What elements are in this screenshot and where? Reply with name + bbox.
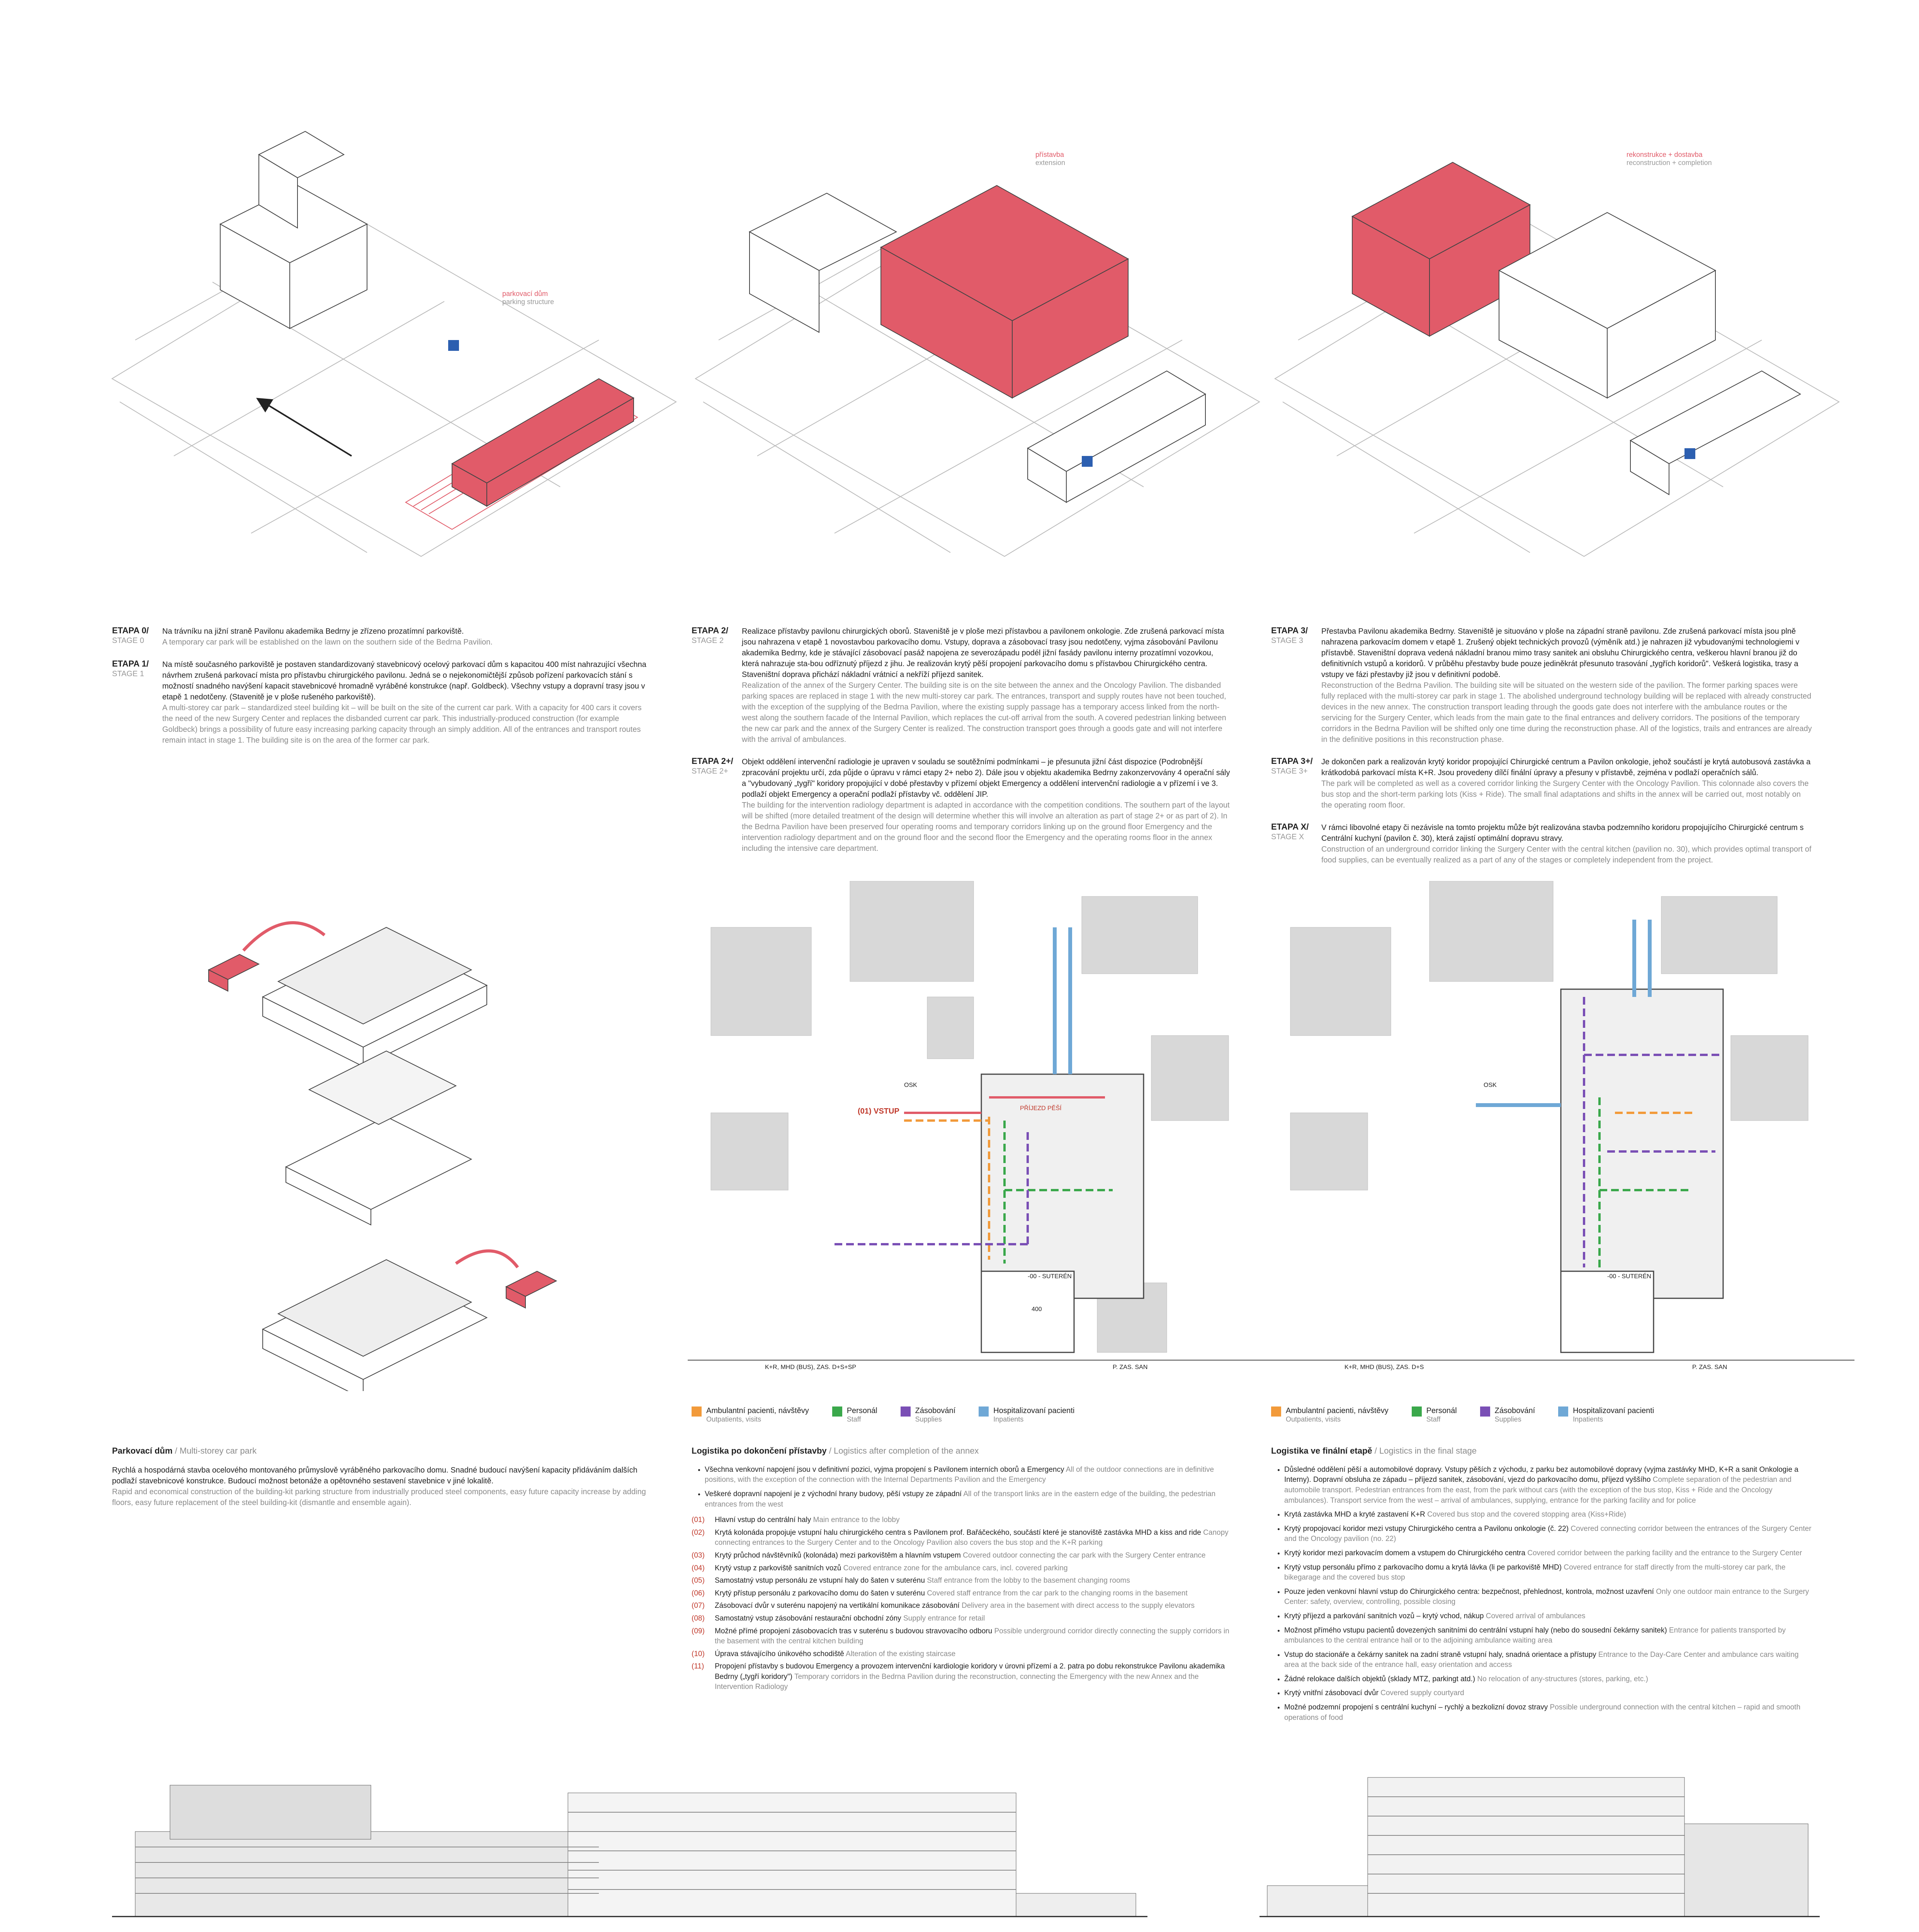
axo-drawing-1 <box>97 108 692 603</box>
carpark-kit-drawing <box>185 881 572 1391</box>
legend-final <box>1271 1406 1654 1423</box>
plan-final-label-osk: OSK <box>1484 1082 1497 1088</box>
legend-inpatients: Hospitalizovaní pacienti Inpatients <box>979 1406 1074 1423</box>
legend-final-outpatients: Ambulantní pacienti, návštěvy Outpatients, visits <box>1271 1406 1389 1423</box>
axo-stage-2 <box>680 108 1275 603</box>
plan-final-label-basement: -00 - SUTERÉN <box>1607 1273 1651 1280</box>
plan-label-parking-entry: PŘÍJEZD PĚŠÍ <box>1020 1105 1062 1112</box>
plan-logistics-final <box>1267 881 1854 1387</box>
plan-label-400: 400 <box>1032 1306 1042 1313</box>
legend-supplies: Zásobování Supplies <box>901 1406 956 1423</box>
axo-stage-1 <box>97 108 692 603</box>
parking-icon <box>1082 456 1093 467</box>
carpark-text: Parkovací dům / Multi-storey car park Rychlá a hospodárná stavba ocelového montovaného průmyslově vyráběného parkovacího domu. Snadné budoucí navýšení kapacity přidáváním dalších podlaží stavebnicové konstrukce. Budoucí možnost betonáže a opětovného sestavení stavebnice v jiné lokalitě. Rapid and economical construction of the building-kit parking structure from industrially produced steel components, easy future capacity increase by adding floors, easy future replacement of the steel building-kit (dismantle and ensemble again). <box>112 1446 646 1507</box>
plan-label-basement: -00 - SUTERÉN <box>1028 1273 1072 1280</box>
plan-logistics-annex <box>688 881 1275 1387</box>
stage-text-col1: ETAPA 0/ STAGE 0 Na trávníku na jižní straně Pavilonu akademika Bedrny je zřízeno prozatímní parkoviště. A temporary car park will be established on the lawn on the southern side of the Bedrna Pavilion. ETAPA 1/ STAGE 1 Na místě současného parkoviště je postaven standardizovaný stavebnicový ocelový parkovací dům s kapacitou 400 míst nahrazující všechna návrhem zrušená parkovací místa pro přístavbu chirurgického pavilonu. Jedná se o nejekonomičtější způsob pořízení parkovacích stání s možností snadného navýšení kapacit stavebnicové hromadně vyráběné konstrukce (např. Goldbeck). Všechny vstupy a dopravní trasy jsou v etapě 1 nedotčeny. (Stavenitě je v ploše rušeného parkoviště). A multi-storey car park – standardized steel building kit – will be built on the site of the current car park. With a capacity for 400 cars it covers the need of the new Surgery Center and replaces the disbanded current car park. This industrially-produced construction (for example Goldbeck) brings a possibility of future easy increasing parking capacity through an simply addition. All of the entrances and transport routes remain intact in stage 1. The building site is on the area of the former car park. <box>112 626 646 745</box>
legend-annex <box>692 1406 1074 1423</box>
stage-text-col2: ETAPA 2/ STAGE 2 Realizace přístavby pavilonu chirurgických oborů. Staveniště je v ploše mezi přístavbou a pavilonem onkologie. Zde zrušená parkovací místa jsou nahrazena v etapě 1 novostavbou parkovacího domu. Vstupy, doprava a zásobovací trasy jsou nedotčeny, vyjma zásobování Pavilonu akademika Bedrny, kde je stávající zásobovací pasáž napojena ze severozápadu podél jižní fasády pavilonu interny prozatímní vozovkou, která nahrazuje sta-bou odříznutý příjezd z jihu. Je realizován krytý pěší propojení parkovacího domu s přístavbou Chirurgického centra. Staveništní doprava přichází nákladní vrátnicí a nekříží příjezd sanitek. Realization of the annex of the Surgery Center. The building site is on the site between the annex and the Oncology Pavilion. The disbanded parking spaces are replaced in stage 1 with the new multi-storey car park. The entrances, transport and supply routes have not been touched, with the exception of the supplying of the Bedrna Pavilion, where the existing supply passage has a temporary access linked from the north-west along the southern facade of the Internal Pavilion, which replaces the cut-off arrival from the south. A covered pedestrian linking between the new car park and the annex of the Surgery Center is realized. The construction transport goes through a goods gate and will not interfere with the arrival of ambulances. ETAPA 2+/ STAGE 2+ Objekt oddělení intervenční radiologie je upraven v souladu se soutěžními podmínkami – je přesunuta jižní část dispozice (Podrobnější zpracování projektu určí, zda půjde o úpravu v rámci etapy 2+ nebo 2). Dále jsou v objektu akademika Bedrny zakonzervovány 4 operační sály a "vybudovaný „tygří" koridory propojující v dobé přestavby v přízemí objekt Emergency a oddělení intervenční radiologie a v přízemí i ve 3. podlaží objekt Emergency a operační podlaží přístavby vč. oddělení JIP. The building for the intervention radiology department is adapted in accordance with the competition conditions. The southern part of the layout will be shifted (more detailed treatment of the design will determine whether this will involve an alteration as part of stage 2+ or as part of 2). In the Bedrna Pavilion have been preserved four operating rooms and temporary corridors linking up on the ground floor Emergency and the intervention radiology department and on the ground floor and the second floor the Emergency and the operating rooms floor in the annex including the intensive care department. <box>692 626 1230 853</box>
axo-tag-2: přístavba extension <box>1035 151 1066 167</box>
axo-tag-3: rekonstrukce + dostavba reconstruction + completion <box>1627 151 1712 167</box>
legend-final-inpatients: Hospitalizovaní pacienti Inpatients <box>1558 1406 1654 1423</box>
axo-tag-1: parkovací dům parking structure <box>502 290 554 306</box>
plan-label-osk: OSK <box>904 1082 917 1088</box>
parking-icon <box>448 340 459 351</box>
axo-drawing-2 <box>680 108 1275 603</box>
plan-label-supply: P. ZAS. SAN <box>1113 1364 1148 1371</box>
legend-staff: Personál Staff <box>832 1406 877 1423</box>
logistics-annex-text: Logistika po dokončení přístavby / Logistics after completion of the annex • Všechna venkovní napojení jsou v definitivní pozici, vyjma propojení s Pavilonem interních oborů a Emergency All of the outdoor connections are in definitive positions, with the exception of the connection with the Internal Departments Pavilion and the Emergency • Veškeré dopravní napojení je z východní hrany budovy, pěší vstupy ze západní All of the transport links are in the eastern edge of the building, the pedestrian entrances from the west (01) Hlavní vstup do centrální haly Main entrance to the lobby (02) Krytá kolonáda propojuje vstupní halu chirurgického centra s Pavilonem prof. Bařáčeckého, součástí které je stanoviště zastávka MHD a kiss and ride Canopy connecting entrances to the Surgery Center and to the Oncology Pavilion also covers the bus stop and the K+R parking (03) Krytý průchod návštěvníků (kolonáda) mezi parkovištěm a hlavním vstupem Covered outdoor connecting the car park with the Surgery Center entrance (04) Krytý vstup z parkoviště sanitních vozů Covered entrance zone for the ambulance cars, incl. covered parking (05) Samostatný vstup personálu ze vstupní haly do šaten v suterénu Staff entrance from the lobby to the basement changing rooms (06) Krytý přístup personálu z parkovacího domu do šaten v suterénu Covered staff entrance from the car park to the changing rooms in the basement (07) Zásobovací dvůr v suterénu napojený na vertikální komunikace zásobování Delivery area in the basement with direct access to the supply elevators (08) Samostatný vstup zásobování restaurační obchodní zóny Supply entrance for retail (09) Možné přímé propojení zásobovacích tras v suterénu s budovou stravovacího odboru Possible underground corridor directly connecting the supply corridors in the basement with the central kitchen building (10) Úprava stávajícího únikového schodiště Alteration of the existing staircase (11) Propojení přístavby s budovou Emergency a provozem intervenční kardiologie koridory v úrovni přízemí a 2. patra po dobu rekonstrukce Pavilonu akademika Bedrny („tygří koridory") Temporary corridors in the Bedrna Pavilion during the reconstruction, connecting the Emergency with the new Annex and the Intervention Radiology <box>692 1445 1232 1695</box>
elevation-south-drawing <box>1260 1762 1820 1924</box>
stage-text-col3: ETAPA 3/ STAGE 3 Přestavba Pavilonu akademika Bedrny. Staveniště je situováno v ploše na západní straně pavilonu. Zde zrušená parkovací místa jsou plně nahrazena parkovacím domem v etapě 1. Zrušený objekt technických provozů (výměník atd.) je nahrazen již vybudovanými technologiemi v přístavbě. Staveništní doprava vedená nákladní branou mimo trasy sanitek ani obsluhu Chirurgického centra, veškerou hlavní branou již do definitivních vstupů a koridorů. V průběhu přestavby bude pouze jediněkrát přesunuto trasování „tygřích koridorů". Veškerá logistika, trasy a vstupy ve fázi přestavby již jsou v definitivní podobě. Reconstruction of the Bedrna Pavilion. The building site will be situated on the western side of the pavilion. The former parking spaces were fully replaced with the multi-storey car park in stage 1. The abolished underground technology building will be replaced with already constructed devices in the new annex. The construction transport leading through the goods gate does not interfere with the ambulance routes or the servicing for the Surgery Center, which leads from the main gate to the final entrances and delivery corridors. The positions of the temporary corridors in the Bedrna Pavilion will be shifted only one time during the reconstruction phase. All of the logistics, trails and entrances are already in the definitive positions in this reconstruction phase. ETAPA 3+/ STAGE 3+ Je dokončen park a realizován krytý koridor propojující Chirurgické centrum a Pavilon onkologie, jehož součástí je krytá autobusová zastávka a krátkodobá parkovací místa K+R. Jsou provedeny dílčí finální úpravy a přesuny v přístavbě, zejména v podlaží operačních sálů. The park will be completed as well as a covered corridor linking the Surgery Center with the Oncology Pavilion. This colonnade also covers the bus stop and the short-term parking lots (Kiss + Ride). The small final adaptations and shifts in the annex will be carried out, most notably on the operating room floor. ETAPA X/ STAGE X V rámci libovolné etapy či nezávisle na tomto projektu může být realizována stavba podzemního koridoru propojujícího Chirurgické centrum s Centrální kuchyní (pavilon č. 30), která zajistí optimální dopravu stravy. Construction of an underground corridor linking the Surgery Center with the central kitchen (pavilion no. 30), which provides optimal transport of food supplies, can be eventually realized as a part of any of the stages or completely independent from the project. <box>1271 626 1812 864</box>
legend-outpatients: Ambulantní pacienti, návštěvy Outpatients, visits <box>692 1406 809 1423</box>
axo-stage-3 <box>1260 108 1854 603</box>
plan-label-bus: K+R, MHD (BUS), ZAS. D+S+SP <box>765 1364 857 1371</box>
carpark-kit-diagrams <box>185 881 572 1391</box>
logistics-final-text: Logistika ve finální etapě / Logistics in the final stage • Důsledné oddělení pěší a automobilové dopravy. Vstupy pěších z východu, z parku bez automobilové dopravy (vyjma zastávky MHD, K+R a sanit Onkologie a Interny). Dopravní obsluha ze západu – příjezd sanitek, zásobování, vjezd do parkovacího domu, příjezd vyššího Complete separation of the pedestrian and automobile transport. Pedestrian entrances from the east, from the park without cars (with the exception of the bus stop, Kiss + Ride and the Oncology ambulances). Transport service from the west – arrival of ambulances, supplying, entrance for the parking facility and for police • Krytá zastávka MHD a kryté zastavení K+R Covered bus stop and the covered stopping area (Kiss+Ride) • Krytý propojovací koridor mezi vstupy Chirurgického centra a Pavilonu onkologie (č. 22) Covered connecting corridor between the entrances of the Surgery Center and the Oncology pavilion (no. 22) • Krytý koridor mezi parkovacím domem a vstupem do Chirurgického centra Covered corridor between the parking facility and the entrance to the Surgery Center • Krytý vstup personálu přímo z parkovacího domu a krytá lávka (li pe parkoviště MHD) Covered entrance for staff directly from the multi-storey car park, the bikegarage and the covered bus stop • Pouze jeden venkovní hlavní vstup do Chirurgického centra: bezpečnost, přehlednost, kontrola, možnost uzavření Only one outdoor main entrance to the Surgery Center: safety, overview, controlling, possible closing • Krytý příjezd a parkování sanitních vozů – krytý vchod, nákup Covered arrival of ambulances • Možnost přímého vstupu pacientů dovezených sanitními do centrální vstupní haly (nebo do sousední čekárny sanitek) Entrance for patients transported by ambulances to the central entrance hall or to the adjoining ambulance waiting area • Vstup do stacionáře a čekárny sanitek na zadní straně vstupní haly, snadná orientace a přístupy Entrance to the Day-Care Center and ambulance cars waiting area at the back side of the entrance hall, easy orientation and access • Žádné relokace dalších objektů (sklady MTZ, parkingt atd.) No relocation of any-structures (stores, parking, etc.) • Krytý vnitřní zásobovací dvůr Covered supply courtyard • Možné podzemní propojení s centrální kuchyní – rychlý a bezkolizní dovoz stravy Possible underground connection with the central kitchen – rapid and smooth operations of food <box>1271 1445 1812 1728</box>
legend-final-staff: Personál Staff <box>1412 1406 1457 1423</box>
plan-drawing-annex <box>688 881 1275 1387</box>
elevation-west <box>112 1762 1147 1924</box>
plan-drawing-final <box>1267 881 1854 1387</box>
plan-final-label-bus: K+R, MHD (BUS), ZAS. D+S <box>1344 1364 1424 1371</box>
elevation-south <box>1260 1762 1820 1924</box>
legend-final-supplies: Zásobování Supplies <box>1480 1406 1535 1423</box>
axo-drawing-3 <box>1260 108 1854 603</box>
elevation-west-drawing <box>112 1762 1147 1924</box>
parking-icon <box>1684 448 1695 459</box>
plan-label-entrance: (01) VSTUP <box>858 1107 899 1116</box>
plan-final-label-supply: P. ZAS. SAN <box>1692 1364 1727 1371</box>
